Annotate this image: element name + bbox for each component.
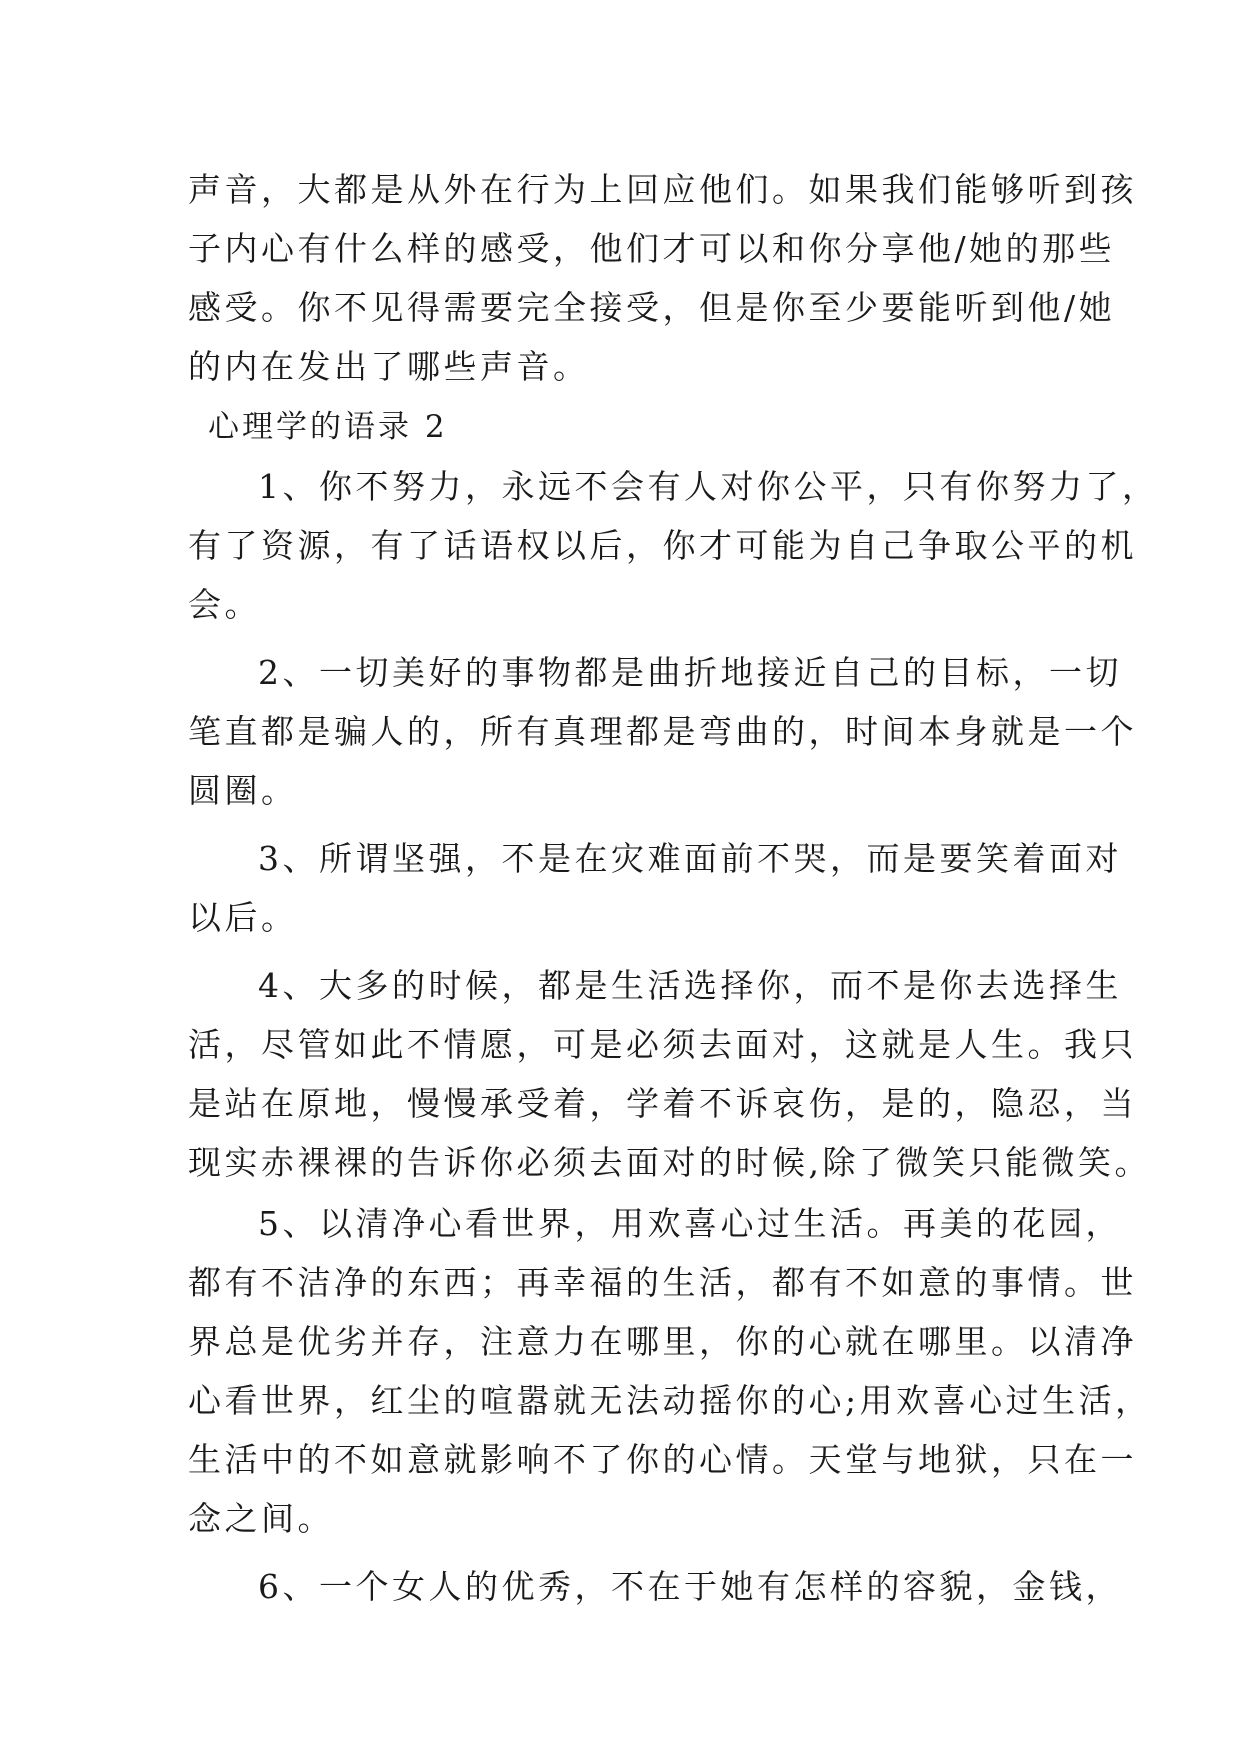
quote-item-6 <box>188 1557 1122 1616</box>
quote-item-3 <box>188 829 1122 947</box>
text-line: 念之间。 <box>188 1499 334 1538</box>
intro-paragraph <box>188 160 1137 396</box>
text-line: 生活中的不如意就影响不了你的心情。天堂与地狱，只在一 <box>188 1440 1137 1479</box>
text-line: 3、所谓坚强，不是在灾难面前不哭，而是要笑着面对 <box>258 839 1122 878</box>
text-line: 5、以清净心看世界，用欢喜心过生活。再美的花园， <box>258 1204 1122 1243</box>
text-line: 圆圈。 <box>188 771 298 810</box>
text-line: 6、一个女人的优秀，不在于她有怎样的容貌，金钱， <box>258 1567 1122 1606</box>
text-line: 心看世界，红尘的喧嚣就无法动摇你的心;用欢喜心过生活， <box>188 1381 1152 1420</box>
section-heading: 心理学的语录 2 <box>208 409 448 445</box>
text-line: 都有不洁净的东西；再幸福的生活，都有不如意的事情。世 <box>188 1263 1137 1302</box>
quote-item-5 <box>188 1194 1152 1548</box>
text-line: 子内心有什么样的感受，他们才可以和你分享他/她的那些 <box>188 229 1116 268</box>
quote-item-1 <box>188 457 1159 634</box>
text-line: 4、大多的时候，都是生活选择你，而不是你去选择生 <box>258 966 1122 1005</box>
text-line: 笔直都是骗人的，所有真理都是弯曲的，时间本身就是一个 <box>188 712 1137 751</box>
text-line: 现实赤裸裸的告诉你必须去面对的时候,除了微笑只能微笑。 <box>188 1143 1151 1182</box>
text-line: 感受。你不见得需要完全接受，但是你至少要能听到他/她 <box>188 288 1116 327</box>
text-line: 以后。 <box>188 898 298 937</box>
text-line: 1、你不努力，永远不会有人对你公平，只有你努力了， <box>258 467 1159 506</box>
text-line: 2、一切美好的事物都是曲折地接近自己的目标，一切 <box>258 653 1122 692</box>
text-line: 会。 <box>188 585 261 624</box>
quote-item-4 <box>188 956 1151 1192</box>
quote-item-2 <box>188 643 1137 820</box>
text-line: 声音，大都是从外在行为上回应他们。如果我们能够听到孩 <box>188 170 1137 209</box>
text-line: 是站在原地，慢慢承受着，学着不诉哀伤，是的，隐忍，当 <box>188 1084 1137 1123</box>
text-line: 的内在发出了哪些声音。 <box>188 347 590 386</box>
text-line: 界总是优劣并存，注意力在哪里，你的心就在哪里。以清净 <box>188 1322 1137 1361</box>
text-line: 活，尽管如此不情愿，可是必须去面对，这就是人生。我只 <box>188 1025 1137 1064</box>
text-line: 有了资源，有了话语权以后，你才可能为自己争取公平的机 <box>188 526 1137 565</box>
document-page <box>188 160 1159 1618</box>
